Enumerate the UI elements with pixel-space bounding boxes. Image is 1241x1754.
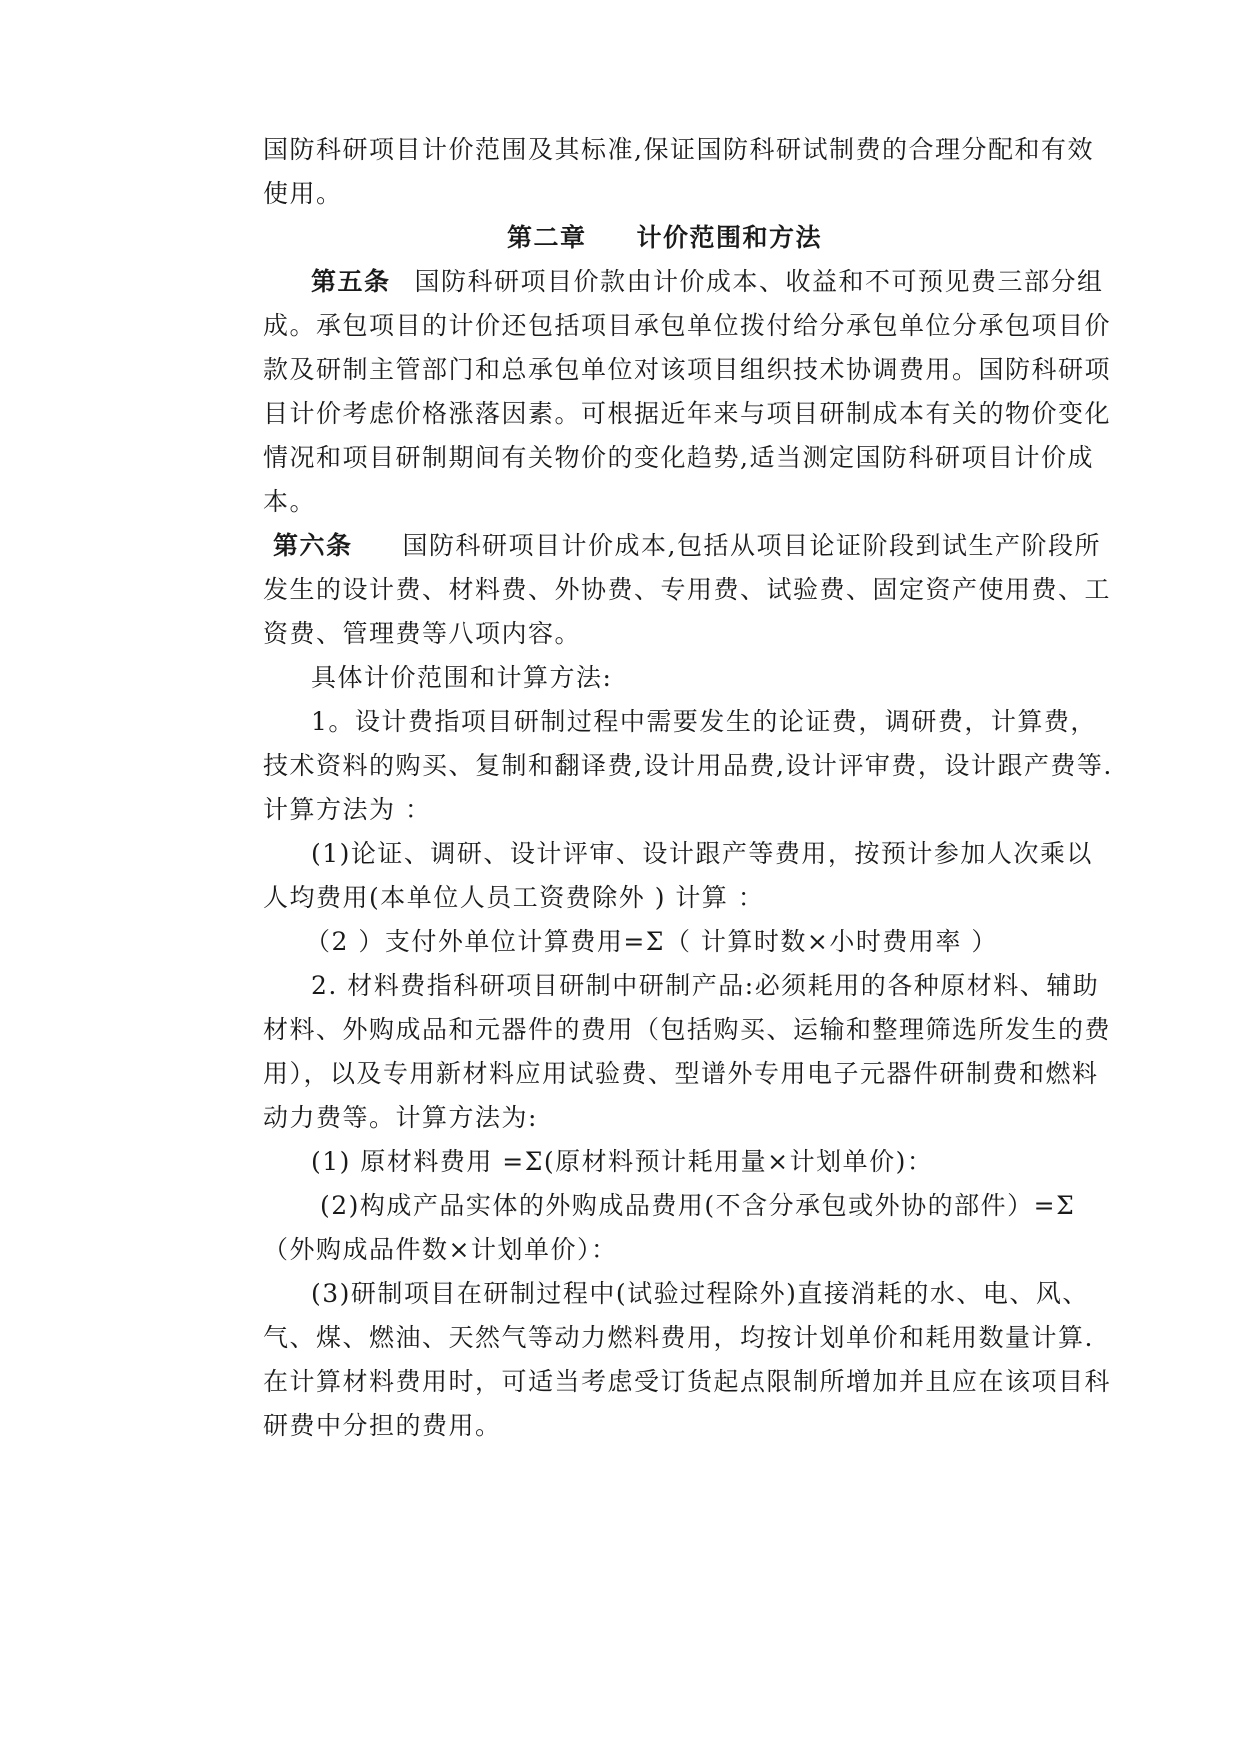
article-5-label: 第五条 <box>311 267 391 296</box>
paragraph-line: (3)研制项目在研制过程中(试验过程除外)直接消耗的水、电、风、 <box>311 1279 1089 1308</box>
paragraph-line: 具体计价范围和计算方法: <box>311 663 613 692</box>
paragraph-line: 目计价考虑价格涨落因素。可根据近年来与项目研制成本有关的物价变化 <box>263 399 1112 428</box>
paragraph-line: 用），以及专用新材料应用试验费、型谱外专用电子元器件研制费和燃料 <box>263 1059 1099 1088</box>
paragraph-line: 人均费用(本单位人员工资费除外 ) 计算 ： <box>263 883 765 912</box>
paragraph-line: 研费中分担的费用。 <box>263 1411 502 1440</box>
chapter-number: 第二章 <box>507 223 587 252</box>
paragraph-line: 材料、外购成品和元器件的费用（包括购买、运输和整理筛选所发生的费 <box>263 1015 1112 1044</box>
paragraph-line: 计算方法为 ： <box>263 795 432 824</box>
formula-line: （2 ）支付外单位计算费用=Σ（ 计算时数×小时费用率 ） <box>305 927 998 956</box>
paragraph-line: (1)论证、调研、设计评审、设计跟产等费用，按预计参加人次乘以 <box>311 839 1093 868</box>
paragraph-line: 技术资料的购买、复制和翻译费,设计用品费,设计评审费，设计跟产费等. <box>263 751 1113 780</box>
paragraph-line: 成。承包项目的计价还包括项目承包单位拨付给分承包单位分承包项目价 <box>263 311 1112 340</box>
formula-line: （外购成品件数×计划单价）： <box>263 1235 618 1264</box>
paragraph-line: 动力费等。计算方法为: <box>263 1103 538 1132</box>
paragraph-line: 在计算材料费用时，可适当考虑受订货起点限制所增加并且应在该项目科 <box>263 1367 1112 1396</box>
formula-line: (1) 原材料费用 =Σ(原材料预计耗用量×计划单价)： <box>311 1147 934 1176</box>
paragraph-line: 情况和项目研制期间有关物价的变化趋势,适当测定国防科研项目计价成 <box>263 443 1094 472</box>
article-6-text: 国防科研项目计价成本,包括从项目论证阶段到试生产阶段所 <box>402 531 1101 560</box>
paragraph-line: 款及研制主管部门和总承包单位对该项目组织技术协调费用。国防科研项 <box>263 355 1112 384</box>
paragraph-line: 资费、管理费等八项内容。 <box>263 619 582 648</box>
article-6-label: 第六条 <box>273 531 353 560</box>
paragraph-line: 气、煤、燃油、天然气等动力燃料费用，均按计划单价和耗用数量计算. <box>263 1323 1094 1352</box>
paragraph-line: 本。 <box>263 487 317 516</box>
formula-line: (2)构成产品实体的外购成品费用(不含分承包或外协的部件）=Σ <box>320 1191 1076 1220</box>
chapter-heading <box>507 220 1241 256</box>
article-5-first-line <box>311 264 1111 300</box>
paragraph-line: 2. 材料费指科研项目研制中研制产品:必须耗用的各种原材料、辅助 <box>311 971 1100 1000</box>
article-5-text: 国防科研项目价款由计价成本、收益和不可预见费三部分组 <box>414 267 1104 296</box>
article-6-first-line <box>273 528 1101 564</box>
paragraph-line: 国防科研项目计价范围及其标准,保证国防科研试制费的合理分配和有效 <box>263 135 1094 164</box>
paragraph-line: 发生的设计费、材料费、外协费、专用费、试验费、固定资产使用费、工 <box>263 575 1112 604</box>
paragraph-line: 使用。 <box>263 179 343 208</box>
chapter-title: 计价范围和方法 <box>636 223 823 252</box>
paragraph-line: 1。设计费指项目研制过程中需要发生的论证费，调研费，计算费， <box>311 707 1097 736</box>
